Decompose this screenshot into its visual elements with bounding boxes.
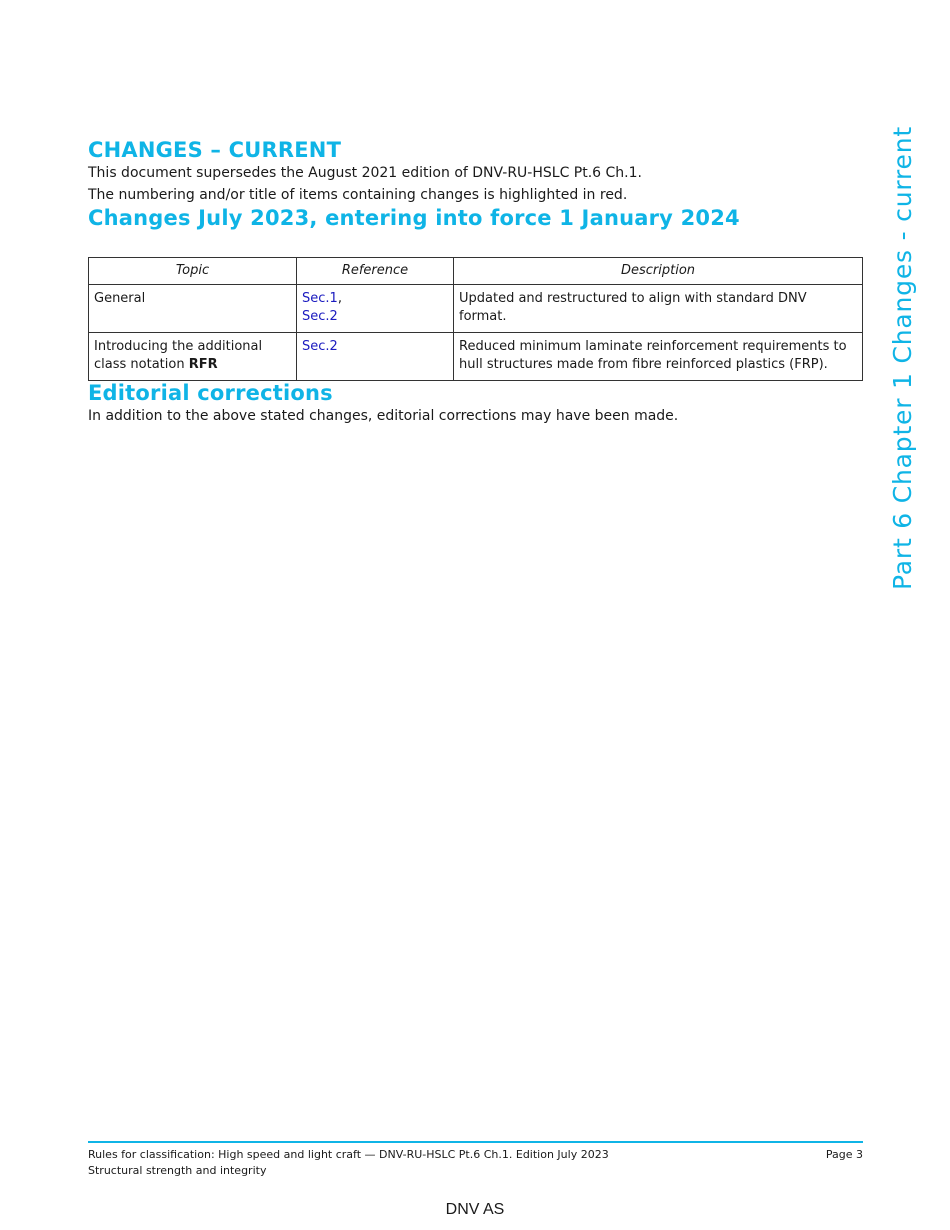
header-description: Description <box>454 258 863 285</box>
side-chapter-label: Part 6 Chapter 1 Changes - current <box>888 126 917 590</box>
topic-text: General <box>94 291 146 306</box>
changes-heading: Changes July 2023, entering into force 1 January 2024 <box>88 206 740 230</box>
footer-divider <box>88 1141 863 1143</box>
reference-cell <box>297 285 454 333</box>
reference-link-sec2[interactable]: Sec.2 <box>302 339 338 354</box>
table-row <box>89 333 863 381</box>
header-topic: Topic <box>89 258 297 285</box>
page-title: CHANGES – CURRENT <box>88 138 342 162</box>
footer-document-title: Rules for classification: High speed and light craft — DNV-RU-HSLC Pt.6 Ch.1. Edition July 2023 <box>88 1148 609 1161</box>
reference-link-sec2[interactable]: Sec.2 <box>302 309 338 324</box>
editorial-paragraph: In addition to the above stated changes, editorial corrections may have been made. <box>88 408 679 424</box>
reference-link-sec1[interactable]: Sec.1 <box>302 291 338 306</box>
intro-paragraph <box>88 162 863 206</box>
editorial-heading: Editorial corrections <box>88 381 333 405</box>
description-cell: Reduced minimum laminate reinforcement requirements to hull structures made from fibre reinforced plastics (FRP). <box>454 333 863 381</box>
footer-page-number: Page 3 <box>825 1148 863 1161</box>
table-header-row <box>89 258 863 285</box>
topic-cell <box>89 333 297 381</box>
footer-document-line <box>88 1147 863 1162</box>
footer-subtitle: Structural strength and integrity <box>88 1164 267 1177</box>
header-reference: Reference <box>297 258 454 285</box>
changes-table <box>88 257 863 381</box>
reference-cell <box>297 333 454 381</box>
publisher-name: DNV AS <box>445 1201 505 1218</box>
topic-text: Introducing the additional class notation <box>94 339 263 372</box>
reference-separator: , <box>337 291 342 306</box>
page-main <box>88 138 863 427</box>
intro-line-2: The numbering and/or title of items containing changes is highlighted in red. <box>88 187 628 203</box>
class-notation: RFR <box>188 357 218 372</box>
table-row <box>89 285 863 333</box>
topic-cell <box>89 285 297 333</box>
description-cell: Updated and restructured to align with standard DNV format. <box>454 285 863 333</box>
intro-line-1: This document supersedes the August 2021 edition of DNV-RU-HSLC Pt.6 Ch.1. <box>88 165 642 181</box>
